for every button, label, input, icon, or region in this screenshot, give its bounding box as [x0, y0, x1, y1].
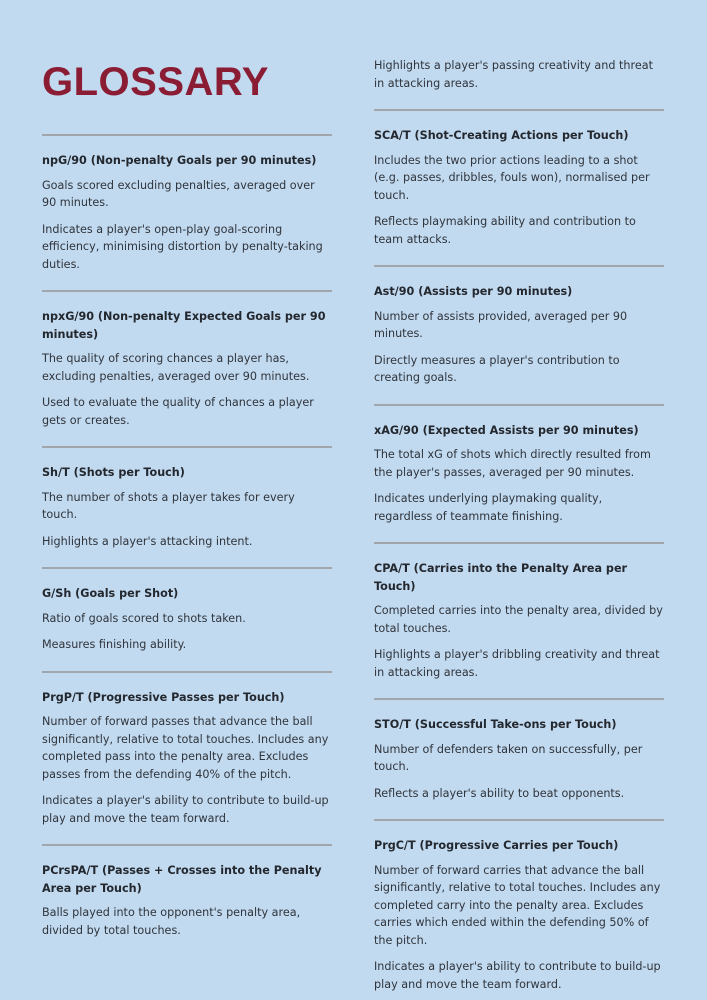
- glossary-definition: Highlights a player's dribbling creativity and threat in attacking areas.: [374, 648, 660, 679]
- glossary-definition: Reflects a player's ability to beat opponents.: [374, 786, 625, 800]
- glossary-term: STO/T (Successful Take-ons per Touch): [374, 718, 617, 731]
- glossary-entry: [374, 406, 664, 543]
- glossary-definition: Number of assists provided, averaged per 90 minutes.: [374, 309, 628, 340]
- glossary-definition: The quality of scoring chances a player has, excluding penalties, averaged over 90 minutes.: [42, 352, 310, 383]
- glossary-entry: [374, 700, 664, 819]
- glossary-term: npxG/90 (Non-penalty Expected Goals per 90 minutes): [42, 310, 326, 341]
- glossary-term: PrgC/T (Progressive Carries per Touch): [374, 839, 619, 852]
- glossary-column-left: [42, 134, 332, 956]
- glossary-entry: [42, 569, 332, 671]
- glossary-definition: Indicates a player's ability to contribute to build-up play and move the team forward.: [374, 960, 661, 991]
- glossary-definition: Balls played into the opponent's penalty area, divided by total touches.: [42, 906, 301, 937]
- glossary-definition: The number of shots a player takes for every touch.: [42, 490, 295, 521]
- glossary-term: CPA/T (Carries into the Penalty Area per Touch): [374, 562, 628, 593]
- glossary-definition: Highlights a player's attacking intent.: [42, 534, 253, 548]
- glossary-definition: Highlights a player's passing creativity and threat in attacking areas.: [374, 59, 653, 90]
- glossary-term: xAG/90 (Expected Assists per 90 minutes): [374, 423, 639, 437]
- glossary-definition: Ratio of goals scored to shots taken.: [42, 611, 246, 625]
- glossary-definition: Includes the two prior actions leading to a shot (e.g. passes, dribbles, fouls won), normalised per touch.: [374, 153, 650, 202]
- glossary-definition: Indicates underlying playmaking quality, regardless of teammate finishing.: [374, 492, 603, 523]
- page-title: GLOSSARY: [42, 60, 269, 104]
- glossary-term: Ast/90 (Assists per 90 minutes): [374, 285, 573, 298]
- glossary-definition: Completed carries into the penalty area, divided by total touches.: [374, 604, 663, 635]
- glossary-term: SCA/T (Shot-Creating Actions per Touch): [374, 129, 629, 142]
- glossary-definition: Goals scored excluding penalties, averaged over 90 minutes.: [42, 178, 315, 209]
- glossary-column-right: [374, 57, 664, 1000]
- glossary-entry: [374, 267, 664, 404]
- glossary-term: PCrsPA/T (Passes + Crosses into the Penalty Area per Touch): [42, 864, 322, 895]
- glossary-entry: [42, 136, 332, 290]
- glossary-entry: [374, 57, 664, 109]
- glossary-definition: Indicates a player's open-play goal-scoring efficiency, minimising distortion by penalty-taking duties.: [42, 222, 323, 271]
- glossary-definition: Number of defenders taken on successfully, per touch.: [374, 742, 643, 773]
- glossary-entry: [42, 846, 332, 956]
- glossary-entry: [42, 292, 332, 446]
- glossary-entry: [374, 821, 664, 1000]
- glossary-definition: Used to evaluate the quality of chances a player gets or creates.: [42, 396, 314, 427]
- glossary-definition: Indicates a player's ability to contribute to build-up play and move the team forward.: [42, 794, 329, 825]
- glossary-definition: Reflects playmaking ability and contribution to team attacks.: [374, 215, 636, 246]
- glossary-entry: [374, 544, 664, 698]
- glossary-term: npG/90 (Non-penalty Goals per 90 minutes): [42, 154, 317, 167]
- glossary-entry: [374, 111, 664, 265]
- glossary-definition: Number of forward carries that advance the ball significantly, relative to total touches. Includes any completed carry into the penalty area. Excludes carries which ended within the defending 50% of the pitch.: [374, 863, 661, 947]
- glossary-term: G/Sh (Goals per Shot): [42, 587, 179, 600]
- glossary-definition: Number of forward passes that advance the ball significantly, relative to total touches. Includes any completed pass into the penalty area. Excludes passes from the defending 40% of the pitch.: [42, 715, 329, 781]
- glossary-definition: The total xG of shots which directly resulted from the player's passes, averaged per 90 minutes.: [374, 448, 651, 479]
- glossary-entry: [42, 673, 332, 845]
- glossary-entry: [42, 448, 332, 567]
- glossary-definition: Directly measures a player's contribution to creating goals.: [374, 353, 620, 384]
- glossary-term: Sh/T (Shots per Touch): [42, 466, 185, 479]
- glossary-definition: Measures finishing ability.: [42, 638, 187, 651]
- glossary-term: PrgP/T (Progressive Passes per Touch): [42, 690, 285, 704]
